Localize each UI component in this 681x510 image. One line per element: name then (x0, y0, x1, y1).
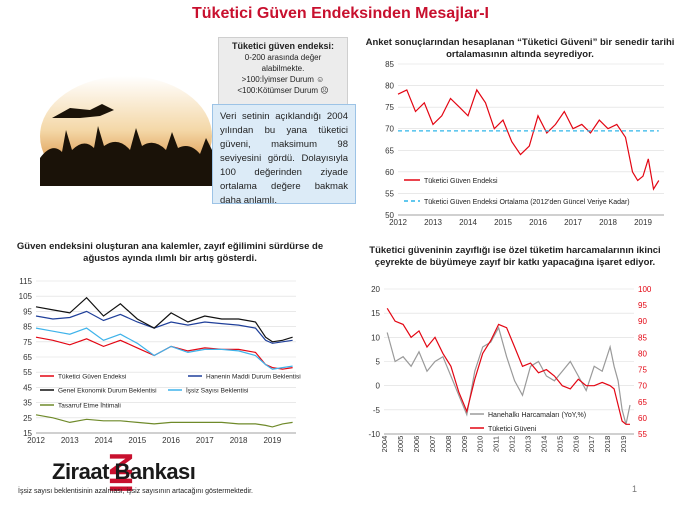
chart-3-x-tick-label: 2017 (587, 435, 597, 453)
chart-2-y-tick-label: 45 (23, 383, 32, 393)
chart-1-x-tick-label: 2018 (599, 218, 617, 227)
chart-1-x-tick-label: 2017 (564, 218, 582, 227)
info-box-heading: Tüketici güven endeksi: (231, 41, 335, 51)
chart-3-x-tick-label: 2014 (539, 435, 549, 453)
chart-2-series-line (36, 328, 293, 369)
chart-3-legend-label: Tüketici Güveni (488, 426, 537, 433)
chart-3-y-tick-label: 15 (371, 309, 380, 319)
chart-2-legend-label: İşsiz Sayısı Beklentisi (186, 387, 249, 395)
chart-3-x-tick-label: 2007 (427, 435, 437, 453)
chart-2-legend-label: Hanenin Maddi Durum Beklentisi (206, 373, 301, 381)
chart-3-x-tick-label: 2012 (507, 435, 517, 453)
chart-2-legend-label: Genel Ekonomik Durum Beklentisi (58, 387, 157, 395)
chart-2-y-tick-label: 65 (23, 353, 32, 362)
chart-3-y2-tick-label: 55 (638, 430, 647, 439)
chart-3-x-tick-label: 2018 (603, 435, 613, 453)
info-box-line: alabilmekte. (261, 64, 305, 73)
chart-2-x-tick-label: 2018 (229, 436, 248, 445)
chart-3-y-tick-label: 10 (371, 333, 380, 343)
chart-1-y-tick-label: 55 (385, 189, 394, 199)
chart-1-legend-label: Tüketici Güven Endeksi (424, 178, 498, 185)
slide-title: Tüketici Güven Endeksinden Mesajlar-I (192, 5, 489, 22)
chart-3-y2-tick-label: 65 (638, 397, 647, 407)
chart-3-y2-tick-label: 60 (638, 413, 647, 423)
chart-3-y-tick-label: 0 (375, 381, 380, 391)
chart-1-x-tick-label: 2019 (634, 218, 652, 227)
chart-3-y2-tick-label: 100 (638, 285, 652, 294)
chart-3-x-tick-label: 2019 (619, 435, 629, 453)
chart-1-title: Anket sonuçlarından hesaplanan “Tüketici Güveni” bir senedir tarihi ortalamasının altında seyrediyor. (365, 37, 675, 60)
chart-2-x-tick-label: 2013 (60, 436, 79, 445)
chart-3-y-tick-label: 5 (375, 357, 380, 367)
chart-1-x-tick-label: 2013 (424, 218, 442, 227)
chart-3-y2-tick-label: 90 (638, 317, 647, 327)
summary-text-box: Veri setinin açıklandığı 2004 yılından bu yana tüketici güveni, maksimum 98 seviyesini gördü. Dolayısıyla 100 değerinden ziyade ortalama değere bakmak daha anlamlı. (212, 104, 356, 204)
info-box-line: 0-200 arasında değer (244, 53, 322, 62)
chart-2-series-line (36, 298, 293, 342)
chart-3-title: Tüketici güveninin zayıflığı ise özel tüketim harcamalarının ikinci çeyrekte de büyümeye zayıf bir katkı yapacağına işaret ediyor. (369, 245, 661, 268)
chart-2-y-tick-label: 55 (23, 368, 32, 378)
chart-3-x-tick-label: 2004 (380, 435, 390, 453)
chart-3-x-tick-label: 2006 (412, 435, 422, 453)
chart-3-y2-tick-label: 85 (638, 333, 647, 343)
chart-1-y-tick-label: 75 (385, 103, 394, 113)
chart-1-x-tick-label: 2016 (529, 218, 547, 227)
chart-2-y-tick-label: 115 (19, 277, 32, 286)
chart-1-y-tick-label: 85 (385, 60, 394, 69)
chart-1-y-tick-label: 50 (385, 211, 394, 220)
chart-3-legend-label: Hanehalkı Harcamaları (YoY,%) (488, 412, 587, 419)
chart-2-y-tick-label: 105 (18, 292, 32, 302)
chart-2-y-tick-label: 75 (23, 337, 32, 347)
chart-2-legend-label: Tasarruf Etme İhtimali (58, 402, 121, 410)
chart-2-x-tick-label: 2017 (195, 436, 214, 445)
chart-1-x-tick-label: 2015 (494, 218, 512, 227)
bank-name: Ziraat Bankası (52, 459, 196, 484)
chart-3-x-tick-label: 2011 (491, 435, 501, 453)
chart-1-series-line (398, 90, 659, 189)
chart-2-legend-label: Tüketici Güven Endeksi (58, 373, 127, 381)
footnote: İşsiz sayısı beklentisinin azalması, işsiz sayısının artacağını göstermektedir. (18, 488, 253, 495)
chart-3-y2-tick-label: 70 (638, 381, 647, 391)
chart-3-x-tick-label: 2016 (571, 435, 581, 453)
chart-3-x-tick-label: 2005 (396, 435, 406, 453)
chart-3-x-tick-label: 2013 (523, 435, 533, 453)
chart-1-x-tick-label: 2012 (389, 218, 407, 227)
chart-2-x-tick-label: 2016 (162, 436, 180, 445)
chart-1-legend-label: Tüketici Güven Endeksi Ortalama (2012'den Güncel Veriye Kadar) (424, 199, 630, 206)
chart-3-y2-tick-label: 75 (638, 365, 647, 375)
chart-2-x-tick-label: 2014 (94, 436, 113, 445)
chart-2-y-tick-label: 35 (23, 398, 32, 408)
chart-3-y2-tick-label: 80 (638, 349, 647, 359)
chart-2-x-tick-label: 2012 (27, 436, 45, 445)
chart-1-y-tick-label: 65 (385, 146, 394, 156)
chart-1-y-tick-label: 60 (385, 167, 394, 177)
chart-2-series-line (36, 311, 293, 343)
chart-2-series-line (36, 415, 293, 427)
chart-3-x-tick-label: 2008 (443, 435, 453, 453)
chart-2-x-tick-label: 2019 (263, 436, 282, 445)
chart-2-x-tick-label: 2015 (128, 436, 147, 445)
chart-2-y-tick-label: 95 (23, 307, 32, 317)
chart-3-y-tick-label: 20 (371, 285, 380, 294)
chart-2-y-tick-label: 15 (23, 429, 32, 438)
page-number: 1 (632, 484, 638, 494)
chart-3-x-tick-label: 2010 (475, 435, 485, 453)
chart-1-x-tick-label: 2014 (459, 218, 477, 227)
chart-3-y-tick-label: -10 (368, 430, 380, 439)
chart-1-y-tick-label: 70 (385, 124, 394, 134)
chart-2-title: Güven endeksini oluşturan ana kalemler, zayıf eğilimini sürdürse de ağustos ayında ılımlı bir artış gösterdi. (16, 241, 324, 264)
chart-3-x-tick-label: 2015 (555, 435, 565, 453)
chart-2-y-tick-label: 85 (23, 322, 32, 332)
chart-3-x-tick-label: 2009 (459, 435, 469, 453)
info-box-line: <100:Kötümser Durum ☹ (237, 86, 329, 95)
chart-1-y-tick-label: 80 (385, 81, 394, 91)
chart-3-y2-tick-label: 95 (638, 301, 647, 311)
chart-2-y-tick-label: 25 (23, 413, 32, 423)
chart-3-y-tick-label: -5 (372, 405, 380, 415)
info-box-line: >100:İyimser Durum ☺ (241, 75, 325, 84)
